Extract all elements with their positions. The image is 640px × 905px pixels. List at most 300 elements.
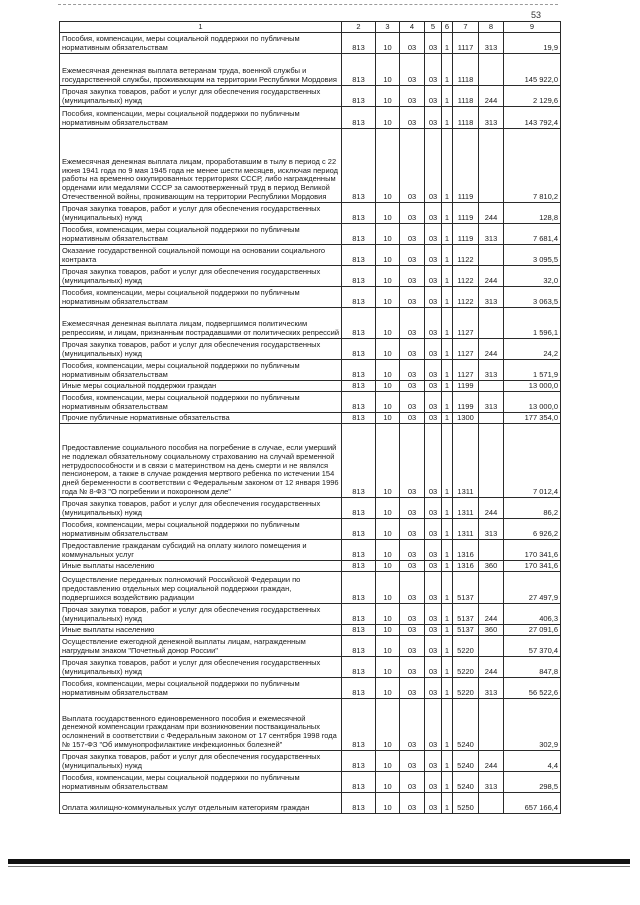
row-program: 03 — [425, 308, 442, 339]
table-row — [60, 540, 561, 561]
table-row — [60, 519, 561, 540]
page-number: 53 — [531, 10, 542, 20]
row-item: 1119 — [453, 129, 479, 203]
row-gr-code: 813 — [342, 625, 376, 636]
row-amount: 57 370,4 — [504, 636, 561, 657]
row-program: 03 — [425, 86, 442, 107]
row-item: 1127 — [453, 360, 479, 381]
table-row — [60, 54, 561, 86]
row-name: Ежемесячная денежная выплата лицам, подвергшимся политическим репрессиям, и лицам, признанным пострадавшими от политических репрессий — [60, 308, 342, 339]
row-subprogram: 1 — [442, 245, 453, 266]
row-item: 1311 — [453, 424, 479, 498]
row-program: 03 — [425, 54, 442, 86]
row-item: 5137 — [453, 625, 479, 636]
row-expense-type — [479, 540, 504, 561]
row-expense-type: 313 — [479, 360, 504, 381]
row-item: 1311 — [453, 519, 479, 540]
row-expense-type: 244 — [479, 86, 504, 107]
row-amount: 19,9 — [504, 33, 561, 54]
row-amount: 143 792,4 — [504, 107, 561, 129]
header-col-6: 6 — [442, 22, 453, 33]
row-item: 1199 — [453, 381, 479, 392]
row-expense-type: 244 — [479, 266, 504, 287]
row-section: 10 — [376, 339, 400, 360]
row-subprogram: 1 — [442, 498, 453, 519]
row-section: 10 — [376, 498, 400, 519]
row-subsection: 03 — [400, 519, 425, 540]
row-name: Ежемесячная денежная выплата ветеранам труда, военной службы и государственной службы, проживающим на территории Республики Мордовия — [60, 54, 342, 86]
table-row — [60, 107, 561, 129]
row-item: 1118 — [453, 86, 479, 107]
row-program: 03 — [425, 33, 442, 54]
row-subprogram: 1 — [442, 793, 453, 814]
row-expense-type: 313 — [479, 107, 504, 129]
row-amount: 86,2 — [504, 498, 561, 519]
row-subsection: 03 — [400, 424, 425, 498]
row-gr-code: 813 — [342, 54, 376, 86]
row-amount: 24,2 — [504, 339, 561, 360]
row-section: 10 — [376, 793, 400, 814]
row-gr-code: 813 — [342, 793, 376, 814]
table-row — [60, 33, 561, 54]
row-subprogram: 1 — [442, 308, 453, 339]
row-name: Пособия, компенсации, меры социальной поддержки по публичным нормативным обязательствам — [60, 360, 342, 381]
row-section: 10 — [376, 772, 400, 793]
row-section: 10 — [376, 203, 400, 224]
row-section: 10 — [376, 360, 400, 381]
header-col-2: 2 — [342, 22, 376, 33]
row-item: 1300 — [453, 413, 479, 424]
row-gr-code: 813 — [342, 33, 376, 54]
budget-table — [59, 21, 561, 814]
row-item: 1122 — [453, 266, 479, 287]
row-subsection: 03 — [400, 245, 425, 266]
row-gr-code: 813 — [342, 424, 376, 498]
row-name: Прочая закупка товаров, работ и услуг для обеспечения государственных (муниципальных) нужд — [60, 203, 342, 224]
row-program: 03 — [425, 699, 442, 751]
row-expense-type: 313 — [479, 519, 504, 540]
row-program: 03 — [425, 224, 442, 245]
row-section: 10 — [376, 699, 400, 751]
row-program: 03 — [425, 129, 442, 203]
row-item: 1311 — [453, 498, 479, 519]
table-row — [60, 86, 561, 107]
row-expense-type: 360 — [479, 625, 504, 636]
row-subprogram: 1 — [442, 54, 453, 86]
row-item: 1117 — [453, 33, 479, 54]
row-amount: 847,8 — [504, 657, 561, 678]
row-amount: 56 522,6 — [504, 678, 561, 699]
table-row — [60, 751, 561, 772]
row-subsection: 03 — [400, 604, 425, 625]
row-section: 10 — [376, 287, 400, 308]
row-gr-code: 813 — [342, 519, 376, 540]
row-expense-type — [479, 699, 504, 751]
row-expense-type — [479, 636, 504, 657]
row-name: Оплата жилищно-коммунальных услуг отдельным категориям граждан — [60, 793, 342, 814]
row-amount: 128,8 — [504, 203, 561, 224]
row-subsection: 03 — [400, 678, 425, 699]
row-section: 10 — [376, 54, 400, 86]
row-expense-type — [479, 413, 504, 424]
row-subprogram: 1 — [442, 224, 453, 245]
row-item: 5240 — [453, 751, 479, 772]
row-subprogram: 1 — [442, 424, 453, 498]
table-row — [60, 636, 561, 657]
row-section: 10 — [376, 625, 400, 636]
table-row — [60, 424, 561, 498]
row-program: 03 — [425, 625, 442, 636]
row-section: 10 — [376, 604, 400, 625]
row-gr-code: 813 — [342, 107, 376, 129]
row-amount: 145 922,0 — [504, 54, 561, 86]
row-program: 03 — [425, 751, 442, 772]
table-body — [60, 33, 561, 814]
row-item: 5137 — [453, 604, 479, 625]
table-row — [60, 129, 561, 203]
row-item: 5240 — [453, 699, 479, 751]
row-subsection: 03 — [400, 360, 425, 381]
row-subsection: 03 — [400, 224, 425, 245]
row-subprogram: 1 — [442, 33, 453, 54]
row-program: 03 — [425, 540, 442, 561]
row-program: 03 — [425, 572, 442, 604]
row-amount: 170 341,6 — [504, 540, 561, 561]
row-subprogram: 1 — [442, 266, 453, 287]
header-col-9: 9 — [504, 22, 561, 33]
top-scan-edge — [58, 4, 558, 5]
row-section: 10 — [376, 86, 400, 107]
row-name: Пособия, компенсации, меры социальной поддержки по публичным нормативным обязательствам — [60, 107, 342, 129]
row-item: 5137 — [453, 572, 479, 604]
row-program: 03 — [425, 266, 442, 287]
row-subsection: 03 — [400, 572, 425, 604]
row-subprogram: 1 — [442, 636, 453, 657]
row-item: 5220 — [453, 678, 479, 699]
row-subprogram: 1 — [442, 657, 453, 678]
row-amount: 657 166,4 — [504, 793, 561, 814]
row-item: 1127 — [453, 308, 479, 339]
row-amount: 3 095,5 — [504, 245, 561, 266]
row-subsection: 03 — [400, 33, 425, 54]
row-expense-type: 313 — [479, 772, 504, 793]
row-section: 10 — [376, 751, 400, 772]
row-gr-code: 813 — [342, 339, 376, 360]
row-expense-type — [479, 381, 504, 392]
row-section: 10 — [376, 678, 400, 699]
row-gr-code: 813 — [342, 86, 376, 107]
row-expense-type: 313 — [479, 287, 504, 308]
row-section: 10 — [376, 519, 400, 540]
row-expense-type: 360 — [479, 561, 504, 572]
row-subprogram: 1 — [442, 625, 453, 636]
row-gr-code: 813 — [342, 561, 376, 572]
row-program: 03 — [425, 360, 442, 381]
row-section: 10 — [376, 381, 400, 392]
row-subsection: 03 — [400, 772, 425, 793]
table-row — [60, 203, 561, 224]
row-amount: 1 571,9 — [504, 360, 561, 381]
row-name: Пособия, компенсации, меры социальной поддержки по публичным нормативным обязательствам — [60, 678, 342, 699]
row-expense-type: 244 — [479, 498, 504, 519]
table-row — [60, 308, 561, 339]
row-subsection: 03 — [400, 699, 425, 751]
row-name: Прочая закупка товаров, работ и услуг для обеспечения государственных (муниципальных) нужд — [60, 604, 342, 625]
row-program: 03 — [425, 381, 442, 392]
row-name: Пособия, компенсации, меры социальной поддержки по публичным нормативным обязательствам — [60, 33, 342, 54]
row-name: Пособия, компенсации, меры социальной поддержки по публичным нормативным обязательствам — [60, 287, 342, 308]
row-program: 03 — [425, 657, 442, 678]
row-subprogram: 1 — [442, 751, 453, 772]
row-gr-code: 813 — [342, 266, 376, 287]
row-subprogram: 1 — [442, 678, 453, 699]
row-subprogram: 1 — [442, 572, 453, 604]
row-program: 03 — [425, 636, 442, 657]
row-expense-type: 244 — [479, 657, 504, 678]
table-row — [60, 245, 561, 266]
row-section: 10 — [376, 245, 400, 266]
row-expense-type: 313 — [479, 392, 504, 413]
row-program: 03 — [425, 339, 442, 360]
row-item: 5250 — [453, 793, 479, 814]
row-subprogram: 1 — [442, 339, 453, 360]
row-gr-code: 813 — [342, 572, 376, 604]
row-amount: 170 341,6 — [504, 561, 561, 572]
row-name: Прочая закупка товаров, работ и услуг для обеспечения государственных (муниципальных) нужд — [60, 86, 342, 107]
row-program: 03 — [425, 604, 442, 625]
row-name: Иные меры социальной поддержки граждан — [60, 381, 342, 392]
row-gr-code: 813 — [342, 413, 376, 424]
row-name: Ежемесячная денежная выплата лицам, проработавшим в тылу в период с 22 июня 1941 года по 9 мая 1945 года не менее шести месяцев, исключая период работы на временно оккупированных территориях СССР, либо награжденным орденами или медалями СССР за самоотверженный труд в период Великой Отечественной войны, проживающим на территории Республики Мордовия — [60, 129, 342, 203]
row-section: 10 — [376, 424, 400, 498]
row-program: 03 — [425, 107, 442, 129]
row-name: Иные выплаты населению — [60, 561, 342, 572]
row-subsection: 03 — [400, 54, 425, 86]
row-item: 1119 — [453, 203, 479, 224]
row-gr-code: 813 — [342, 245, 376, 266]
row-subsection: 03 — [400, 86, 425, 107]
row-section: 10 — [376, 540, 400, 561]
row-name: Пособия, компенсации, меры социальной поддержки по публичным нормативным обязательствам — [60, 224, 342, 245]
row-gr-code: 813 — [342, 636, 376, 657]
row-item: 5220 — [453, 636, 479, 657]
row-subsection: 03 — [400, 751, 425, 772]
row-gr-code: 813 — [342, 772, 376, 793]
table-row — [60, 699, 561, 751]
table-header-row — [60, 22, 561, 33]
row-item: 1122 — [453, 287, 479, 308]
row-program: 03 — [425, 413, 442, 424]
row-section: 10 — [376, 266, 400, 287]
row-subsection: 03 — [400, 657, 425, 678]
table-row — [60, 392, 561, 413]
table-row — [60, 360, 561, 381]
row-name: Пособия, компенсации, меры социальной поддержки по публичным нормативным обязательствам — [60, 519, 342, 540]
header-col-8: 8 — [479, 22, 504, 33]
row-expense-type — [479, 308, 504, 339]
row-expense-type: 244 — [479, 339, 504, 360]
row-amount: 13 000,0 — [504, 392, 561, 413]
bottom-scan-edge — [8, 859, 630, 864]
row-subsection: 03 — [400, 381, 425, 392]
row-name: Иные выплаты населению — [60, 625, 342, 636]
row-item: 1316 — [453, 561, 479, 572]
row-subprogram: 1 — [442, 540, 453, 561]
row-amount: 27 091,6 — [504, 625, 561, 636]
row-name: Прочие публичные нормативные обязательства — [60, 413, 342, 424]
row-name: Осуществление ежегодной денежной выплаты лицам, награжденным нагрудным знаком "Почетный донор России" — [60, 636, 342, 657]
table-row — [60, 772, 561, 793]
row-expense-type: 244 — [479, 203, 504, 224]
row-name: Прочая закупка товаров, работ и услуг для обеспечения государственных (муниципальных) нужд — [60, 657, 342, 678]
row-name: Пособия, компенсации, меры социальной поддержки по публичным нормативным обязательствам — [60, 772, 342, 793]
row-subprogram: 1 — [442, 203, 453, 224]
header-col-5: 5 — [425, 22, 442, 33]
row-section: 10 — [376, 572, 400, 604]
row-item: 5220 — [453, 657, 479, 678]
row-gr-code: 813 — [342, 224, 376, 245]
row-amount: 6 926,2 — [504, 519, 561, 540]
row-gr-code: 813 — [342, 699, 376, 751]
row-subprogram: 1 — [442, 392, 453, 413]
row-subprogram: 1 — [442, 772, 453, 793]
row-subprogram: 1 — [442, 519, 453, 540]
row-name: Пособия, компенсации, меры социальной поддержки по публичным нормативным обязательствам — [60, 392, 342, 413]
row-subprogram: 1 — [442, 360, 453, 381]
row-amount: 302,9 — [504, 699, 561, 751]
row-subprogram: 1 — [442, 86, 453, 107]
row-subsection: 03 — [400, 129, 425, 203]
row-subsection: 03 — [400, 107, 425, 129]
row-amount: 32,0 — [504, 266, 561, 287]
row-section: 10 — [376, 413, 400, 424]
table-row — [60, 339, 561, 360]
row-item: 1118 — [453, 54, 479, 86]
row-program: 03 — [425, 424, 442, 498]
row-section: 10 — [376, 561, 400, 572]
row-gr-code: 813 — [342, 678, 376, 699]
row-amount: 4,4 — [504, 751, 561, 772]
header-col-4: 4 — [400, 22, 425, 33]
table-row — [60, 561, 561, 572]
row-subsection: 03 — [400, 625, 425, 636]
row-section: 10 — [376, 636, 400, 657]
table-row — [60, 381, 561, 392]
row-item: 1127 — [453, 339, 479, 360]
header-col-1: 1 — [60, 22, 342, 33]
row-name: Прочая закупка товаров, работ и услуг для обеспечения государственных (муниципальных) нужд — [60, 498, 342, 519]
row-section: 10 — [376, 392, 400, 413]
row-subsection: 03 — [400, 266, 425, 287]
row-expense-type — [479, 129, 504, 203]
row-program: 03 — [425, 203, 442, 224]
table-row — [60, 604, 561, 625]
row-name: Оказание государственной социальной помощи на основании социального контракта — [60, 245, 342, 266]
row-program: 03 — [425, 793, 442, 814]
row-expense-type: 313 — [479, 224, 504, 245]
row-subprogram: 1 — [442, 107, 453, 129]
row-section: 10 — [376, 33, 400, 54]
row-item: 5240 — [453, 772, 479, 793]
row-expense-type: 313 — [479, 33, 504, 54]
row-program: 03 — [425, 772, 442, 793]
row-name: Предоставление социального пособия на погребение в случае, если умерший не подлежал обязательному социальному страхованию на случай временной нетрудоспособности и в связи с материнством на день смерти и не являлся пенсионером, а также в случае рождения мертвого ребенка по истечении 154 дней беременности в соответствии с Федеральным законом от 12 января 1996 года № 8-ФЗ "О погребении и похоронном деле" — [60, 424, 342, 498]
table-row — [60, 678, 561, 699]
row-gr-code: 813 — [342, 657, 376, 678]
row-subsection: 03 — [400, 287, 425, 308]
row-name: Предоставление гражданам субсидий на оплату жилого помещения и коммунальных услуг — [60, 540, 342, 561]
row-expense-type — [479, 572, 504, 604]
row-expense-type: 244 — [479, 604, 504, 625]
row-program: 03 — [425, 245, 442, 266]
row-program: 03 — [425, 287, 442, 308]
row-gr-code: 813 — [342, 604, 376, 625]
row-gr-code: 813 — [342, 381, 376, 392]
row-section: 10 — [376, 129, 400, 203]
row-amount: 1 596,1 — [504, 308, 561, 339]
row-section: 10 — [376, 657, 400, 678]
row-gr-code: 813 — [342, 129, 376, 203]
row-subsection: 03 — [400, 540, 425, 561]
row-program: 03 — [425, 392, 442, 413]
row-gr-code: 813 — [342, 751, 376, 772]
row-name: Прочая закупка товаров, работ и услуг для обеспечения государственных (муниципальных) нужд — [60, 339, 342, 360]
row-subprogram: 1 — [442, 381, 453, 392]
row-name: Выплата государственного единовременного пособия и ежемесячной денежной компенсации гражданам при возникновении поствакцинальных осложнений в соответствии с Федеральным законом от 17 сентября 1998 года № 157-ФЗ "Об иммунопрофилактике инфекционных болезней" — [60, 699, 342, 751]
row-name: Прочая закупка товаров, работ и услуг для обеспечения государственных (муниципальных) нужд — [60, 751, 342, 772]
row-program: 03 — [425, 678, 442, 699]
row-gr-code: 813 — [342, 498, 376, 519]
row-item: 1199 — [453, 392, 479, 413]
row-gr-code: 813 — [342, 203, 376, 224]
row-expense-type — [479, 245, 504, 266]
row-subsection: 03 — [400, 308, 425, 339]
row-amount: 7 810,2 — [504, 129, 561, 203]
row-expense-type: 244 — [479, 751, 504, 772]
row-amount: 3 063,5 — [504, 287, 561, 308]
row-amount: 2 129,6 — [504, 86, 561, 107]
row-expense-type — [479, 424, 504, 498]
table-row — [60, 224, 561, 245]
row-subsection: 03 — [400, 413, 425, 424]
row-subsection: 03 — [400, 561, 425, 572]
row-subprogram: 1 — [442, 561, 453, 572]
table-row — [60, 498, 561, 519]
row-expense-type — [479, 793, 504, 814]
row-item: 1316 — [453, 540, 479, 561]
row-gr-code: 813 — [342, 360, 376, 381]
row-amount: 13 000,0 — [504, 381, 561, 392]
row-expense-type — [479, 54, 504, 86]
table-row — [60, 793, 561, 814]
table-row — [60, 572, 561, 604]
row-subsection: 03 — [400, 636, 425, 657]
row-item: 1118 — [453, 107, 479, 129]
table-row — [60, 287, 561, 308]
row-amount: 7 681,4 — [504, 224, 561, 245]
row-subprogram: 1 — [442, 604, 453, 625]
table-row — [60, 657, 561, 678]
row-program: 03 — [425, 498, 442, 519]
header-col-7: 7 — [453, 22, 479, 33]
table-row — [60, 413, 561, 424]
row-program: 03 — [425, 519, 442, 540]
row-subsection: 03 — [400, 793, 425, 814]
header-col-3: 3 — [376, 22, 400, 33]
row-subsection: 03 — [400, 392, 425, 413]
row-program: 03 — [425, 561, 442, 572]
row-expense-type: 313 — [479, 678, 504, 699]
